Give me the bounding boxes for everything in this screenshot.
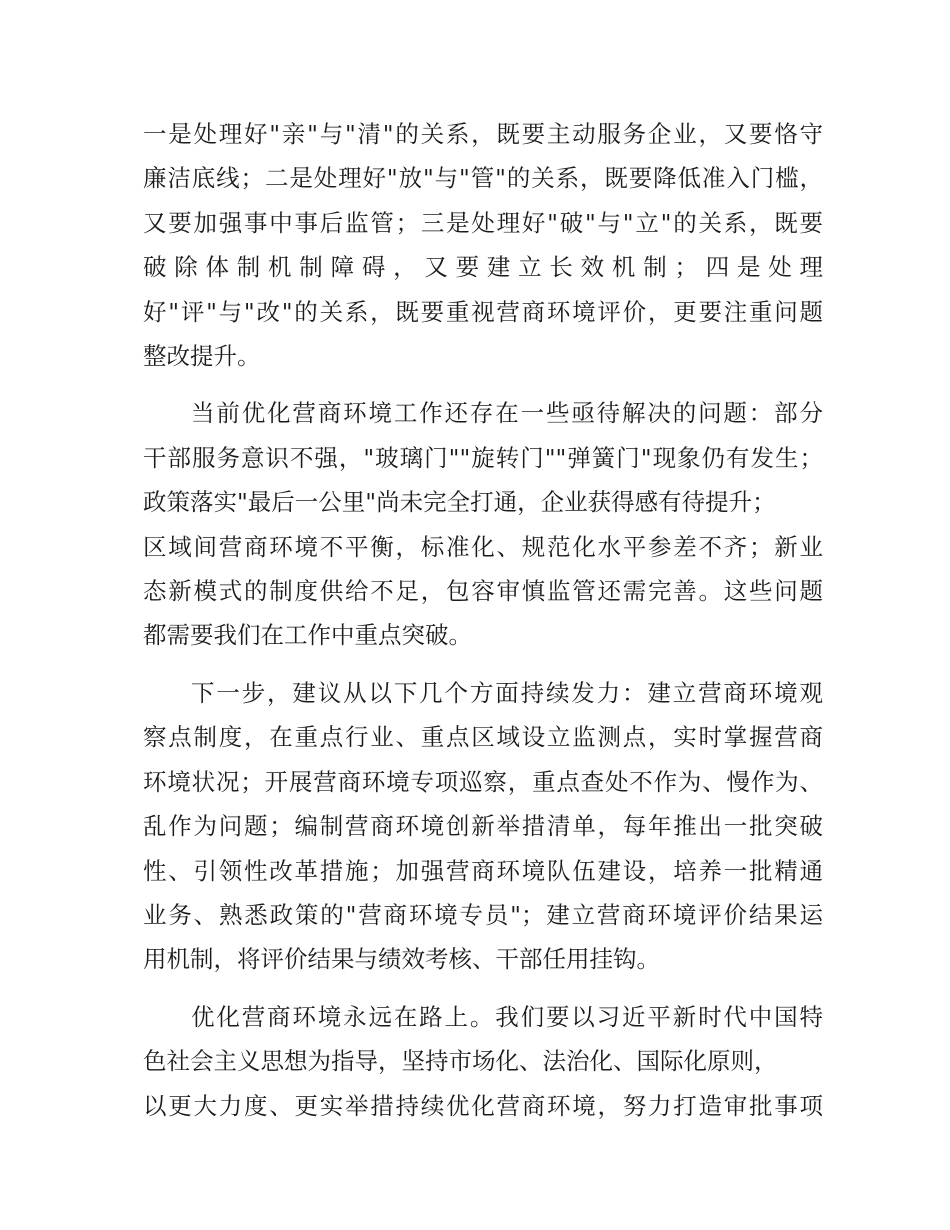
text-line: 乱作为问题；编制营商环境创新举措清单，每年推出一批突破 [143, 812, 823, 841]
text-line: 破除体制机制障碍，又要建立长效机制；四是处理 [143, 253, 823, 282]
text-line: 性、引领性改革措施；加强营商环境队伍建设，培养一批精通 [143, 856, 823, 885]
text-line: 业务、熟悉政策的"营商环境专员"；建立营商环境评价结果运 [143, 900, 823, 929]
text-line: 当前优化营商环境工作还存在一些亟待解决的问题：部分 [191, 399, 823, 428]
text-line: 区域间营商环境不平衡，标准化、规范化水平参差不齐；新业 [143, 532, 823, 561]
paragraph-2 [143, 391, 823, 657]
text-line: 政策落实"最后一公里"尚未完全打通，企业获得感有待提升； [143, 488, 776, 517]
text-line: 色社会主义思想为指导，坚持市场化、法治化、国际化原则， [143, 1047, 778, 1076]
text-line: 又要加强事中事后监管；三是处理好"破"与"立"的关系，既要 [143, 208, 823, 237]
paragraph-1 [143, 112, 823, 378]
text-line: 整改提升。 [143, 342, 261, 371]
paragraph-3 [143, 671, 823, 982]
text-line: 廉洁底线；二是处理好"放"与"管"的关系，既要降低准入门槛， [143, 164, 823, 193]
text-line: 态新模式的制度供给不足，包容审慎监管还需完善。这些问题 [143, 577, 823, 606]
text-line: 优化营商环境永远在路上。我们要以习近平新时代中国特 [191, 1002, 823, 1031]
text-line: 好"评"与"改"的关系，既要重视营商环境评价，更要注重问题 [143, 297, 823, 326]
text-line: 都需要我们在工作中重点突破。 [143, 621, 472, 650]
text-line: 干部服务意识不强，"玻璃门""旋转门""弹簧门"现象仍有发生； [143, 443, 823, 472]
text-line: 下一步，建议从以下几个方面持续发力：建立营商环境观 [191, 678, 823, 707]
paragraph-4 [143, 995, 823, 1128]
document-body [143, 112, 823, 1128]
text-line: 一是处理好"亲"与"清"的关系，既要主动服务企业，又要恪守 [143, 120, 823, 148]
text-line: 用机制，将评价结果与绩效考核、干部任用挂钩。 [143, 945, 660, 974]
text-line: 以更大力度、更实举措持续优化营商环境，努力打造审批事项 [143, 1091, 823, 1120]
text-line: 环境状况；开展营商环境专项巡察，重点查处不作为、慢作为、 [143, 767, 823, 796]
text-line: 察点制度，在重点行业、重点区域设立监测点，实时掌握营商 [143, 723, 823, 752]
